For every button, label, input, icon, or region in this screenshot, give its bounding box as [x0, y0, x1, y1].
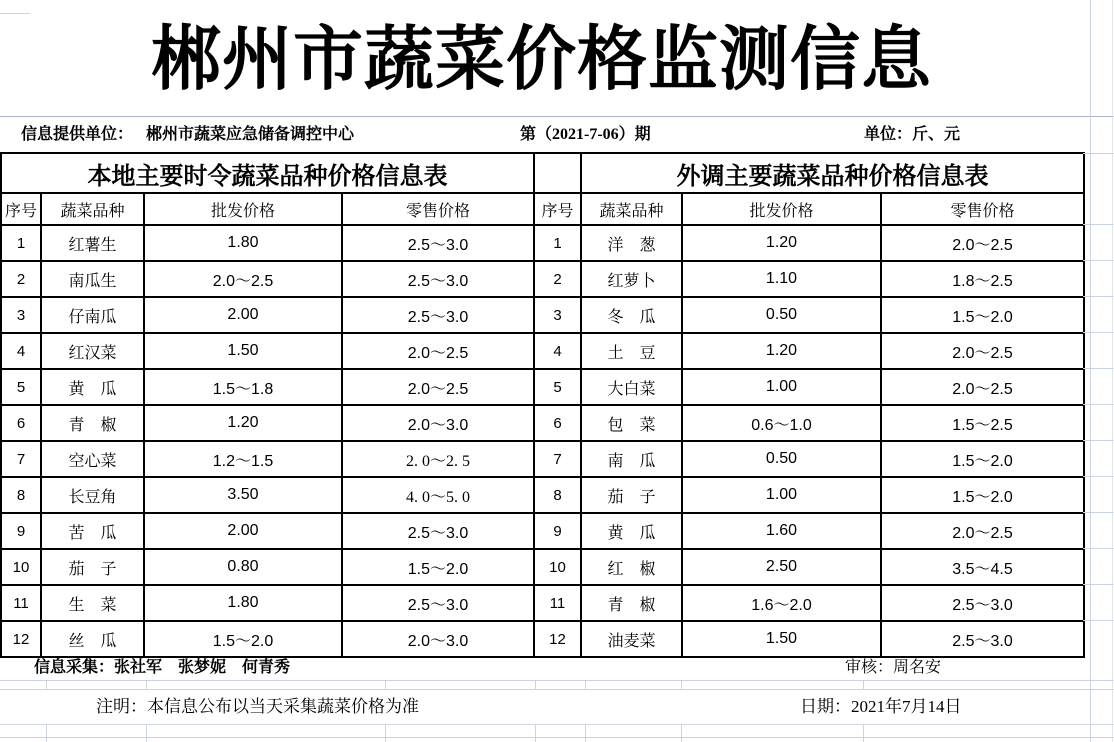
date-text[interactable]: 日期：2021年7月14日 [800, 697, 962, 716]
gridline [0, 724, 1114, 725]
external-seq-header[interactable]: 序号 [534, 193, 581, 225]
local-vegetable-cell[interactable]: 丝 瓜 [41, 621, 144, 657]
local-wholesale-cell[interactable]: 2.00 [144, 297, 342, 333]
local-seq-cell[interactable]: 5 [1, 369, 41, 405]
external-wholesale-header[interactable]: 批发价格 [682, 193, 881, 225]
price-row [1, 513, 1084, 549]
local-vegetable-cell[interactable]: 生 菜 [41, 585, 144, 621]
gridline [1083, 296, 1114, 297]
gridline [585, 680, 586, 689]
external-retail-cell[interactable]: 2.0～2.5 [881, 225, 1084, 261]
section-title-row [1, 153, 1084, 193]
page-title: 郴州市蔬菜价格监测信息 [151, 22, 932, 99]
external-seq-cell[interactable]: 8 [534, 477, 581, 513]
external-retail-cell[interactable]: 1.5～2.0 [881, 441, 1084, 477]
local-wholesale-cell[interactable]: 1.20 [144, 405, 342, 441]
collector-names[interactable]: 信息采集：张社军 张梦妮 何青秀 [34, 659, 291, 676]
gridline [0, 689, 1114, 690]
auditor-name[interactable]: 审核：周名安 [845, 659, 942, 676]
gridline [1083, 404, 1114, 405]
gridline [1090, 0, 1091, 742]
local-retail-cell[interactable]: 2.0～2.5 [342, 333, 534, 369]
gridline [1083, 548, 1114, 549]
external-vegetable-header[interactable]: 蔬菜品种 [581, 193, 682, 225]
gridline [1083, 584, 1114, 585]
external-retail-cell[interactable]: 2.0～2.5 [881, 513, 1084, 549]
external-wholesale-cell[interactable]: 0.50 [682, 441, 881, 477]
external-vegetable-cell[interactable]: 红 椒 [581, 549, 682, 585]
local-seq-cell[interactable]: 12 [1, 621, 41, 657]
gridline [1083, 512, 1114, 513]
external-seq-cell[interactable]: 7 [534, 441, 581, 477]
local-vegetable-cell[interactable]: 长豆角 [41, 477, 144, 513]
external-seq-cell[interactable]: 4 [534, 333, 581, 369]
gridline [1083, 224, 1114, 225]
provider-label[interactable]: 信息提供单位： [21, 126, 134, 143]
external-vegetable-cell[interactable]: 包 菜 [581, 405, 682, 441]
price-row [1, 549, 1084, 585]
local-retail-cell[interactable]: 4. 0～5. 0 [342, 477, 534, 513]
local-retail-cell[interactable]: 1.5～2.0 [342, 549, 534, 585]
external-wholesale-cell[interactable]: 1.20 [682, 333, 881, 369]
external-retail-cell[interactable]: 2.5～3.0 [881, 585, 1084, 621]
local-vegetable-header[interactable]: 蔬菜品种 [41, 193, 144, 225]
provider-value[interactable]: 郴州市蔬菜应急储备调控中心 [146, 126, 355, 143]
gridline [385, 724, 386, 742]
local-retail-cell[interactable]: 2.5～3.0 [342, 225, 534, 261]
external-wholesale-cell[interactable]: 1.60 [682, 513, 881, 549]
price-row [1, 405, 1084, 441]
price-row [1, 261, 1084, 297]
gridline [585, 724, 586, 742]
external-vegetable-cell[interactable]: 青 椒 [581, 585, 682, 621]
local-wholesale-cell[interactable]: 2.00 [144, 513, 342, 549]
gridline [46, 680, 47, 689]
local-wholesale-cell[interactable]: 0.80 [144, 549, 342, 585]
gridline [1083, 440, 1114, 441]
local-vegetable-cell[interactable]: 红薯生 [41, 225, 144, 261]
local-vegetable-cell[interactable]: 黄 瓜 [41, 369, 144, 405]
external-vegetable-cell[interactable]: 黄 瓜 [581, 513, 682, 549]
external-retail-cell[interactable]: 2.5～3.0 [881, 621, 1084, 657]
local-vegetable-cell[interactable]: 南瓜生 [41, 261, 144, 297]
external-wholesale-cell[interactable]: 1.50 [682, 621, 881, 657]
external-seq-cell[interactable]: 3 [534, 297, 581, 333]
spacer-cell[interactable] [534, 153, 581, 193]
local-seq-cell[interactable]: 1 [1, 225, 41, 261]
gridline [1083, 260, 1114, 261]
price-row [1, 225, 1084, 261]
gridline [1083, 153, 1114, 154]
gridline [0, 116, 1114, 117]
local-wholesale-cell[interactable]: 1.80 [144, 585, 342, 621]
price-row [1, 585, 1084, 621]
gridline [1112, 0, 1113, 742]
external-vegetable-cell[interactable]: 冬 瓜 [581, 297, 682, 333]
external-retail-cell[interactable]: 2.0～2.5 [881, 333, 1084, 369]
local-vegetable-cell[interactable]: 青 椒 [41, 405, 144, 441]
external-seq-cell[interactable]: 6 [534, 405, 581, 441]
local-seq-cell[interactable]: 6 [1, 405, 41, 441]
local-retail-cell[interactable]: 2.0～2.5 [342, 369, 534, 405]
note-text[interactable]: 注明：本信息公布以当天采集蔬菜价格为准 [96, 697, 419, 716]
price-rows [1, 225, 1084, 657]
local-wholesale-cell[interactable]: 1.5～1.8 [144, 369, 342, 405]
external-wholesale-cell[interactable]: 2.50 [682, 549, 881, 585]
local-retail-cell[interactable]: 2.5～3.0 [342, 297, 534, 333]
external-wholesale-cell[interactable]: 0.6～1.0 [682, 405, 881, 441]
external-vegetable-cell[interactable]: 红萝卜 [581, 261, 682, 297]
local-seq-cell[interactable]: 4 [1, 333, 41, 369]
external-retail-cell[interactable]: 1.8～2.5 [881, 261, 1084, 297]
local-seq-cell[interactable]: 8 [1, 477, 41, 513]
external-seq-cell[interactable]: 12 [534, 621, 581, 657]
gridline [1083, 476, 1114, 477]
local-vegetable-cell[interactable]: 空心菜 [41, 441, 144, 477]
external-seq-cell[interactable]: 11 [534, 585, 581, 621]
external-table-title[interactable]: 外调主要蔬菜品种价格信息表 [581, 153, 1084, 193]
local-wholesale-cell[interactable]: 1.5～2.0 [144, 621, 342, 657]
local-seq-cell[interactable]: 7 [1, 441, 41, 477]
external-seq-cell[interactable]: 9 [534, 513, 581, 549]
external-seq-cell[interactable]: 2 [534, 261, 581, 297]
local-vegetable-cell[interactable]: 苦 瓜 [41, 513, 144, 549]
gridline [146, 680, 147, 689]
external-seq-cell[interactable]: 5 [534, 369, 581, 405]
local-seq-cell[interactable]: 3 [1, 297, 41, 333]
gridline [146, 724, 147, 742]
local-wholesale-header[interactable]: 批发价格 [144, 193, 342, 225]
external-vegetable-cell[interactable]: 大白菜 [581, 369, 682, 405]
local-seq-header[interactable]: 序号 [1, 193, 41, 225]
local-seq-cell[interactable]: 11 [1, 585, 41, 621]
gridline [0, 737, 1114, 738]
external-vegetable-cell[interactable]: 土 豆 [581, 333, 682, 369]
external-wholesale-cell[interactable]: 1.10 [682, 261, 881, 297]
external-vegetable-cell[interactable]: 油麦菜 [581, 621, 682, 657]
gridline [46, 724, 47, 742]
external-wholesale-cell[interactable]: 1.00 [682, 369, 881, 405]
gridline [681, 680, 682, 689]
price-row [1, 297, 1084, 333]
local-wholesale-cell[interactable]: 1.80 [144, 225, 342, 261]
local-seq-cell[interactable]: 10 [1, 549, 41, 585]
external-retail-cell[interactable]: 1.5～2.0 [881, 297, 1084, 333]
price-row [1, 441, 1084, 477]
gridline [385, 680, 386, 689]
external-seq-cell[interactable]: 1 [534, 225, 581, 261]
local-wholesale-cell[interactable]: 2.0～2.5 [144, 261, 342, 297]
local-vegetable-cell[interactable]: 仔南瓜 [41, 297, 144, 333]
local-table-title[interactable]: 本地主要时令蔬菜品种价格信息表 [1, 153, 534, 193]
external-retail-header[interactable]: 零售价格 [881, 193, 1084, 225]
local-retail-cell[interactable]: 2.0～3.0 [342, 405, 534, 441]
external-vegetable-cell[interactable]: 茄 子 [581, 477, 682, 513]
gridline [863, 680, 864, 689]
column-header-row [1, 193, 1084, 225]
local-retail-header[interactable]: 零售价格 [342, 193, 534, 225]
local-wholesale-cell[interactable]: 1.50 [144, 333, 342, 369]
external-seq-cell[interactable]: 10 [534, 549, 581, 585]
gridline [1083, 620, 1114, 621]
local-retail-cell[interactable]: 2.5～3.0 [342, 513, 534, 549]
external-vegetable-cell[interactable]: 洋 葱 [581, 225, 682, 261]
local-wholesale-cell[interactable]: 1.2～1.5 [144, 441, 342, 477]
local-vegetable-cell[interactable]: 茄 子 [41, 549, 144, 585]
local-vegetable-cell[interactable]: 红汉菜 [41, 333, 144, 369]
price-table [0, 152, 1085, 658]
external-wholesale-cell[interactable]: 1.6～2.0 [682, 585, 881, 621]
price-row [1, 621, 1084, 657]
price-row [1, 477, 1084, 513]
external-retail-cell[interactable]: 2.0～2.5 [881, 369, 1084, 405]
local-seq-cell[interactable]: 2 [1, 261, 41, 297]
local-seq-cell[interactable]: 9 [1, 513, 41, 549]
external-wholesale-cell[interactable]: 1.20 [682, 225, 881, 261]
external-retail-cell[interactable]: 1.5～2.5 [881, 405, 1084, 441]
price-row [1, 369, 1084, 405]
external-vegetable-cell[interactable]: 南 瓜 [581, 441, 682, 477]
issue-number[interactable]: 第（2021-7-06）期 [520, 126, 651, 143]
external-wholesale-cell[interactable]: 0.50 [682, 297, 881, 333]
gridline [1083, 332, 1114, 333]
external-retail-cell[interactable]: 3.5～4.5 [881, 549, 1084, 585]
gridline [863, 724, 864, 742]
external-retail-cell[interactable]: 1.5～2.0 [881, 477, 1084, 513]
unit-label[interactable]: 单位：斤、元 [864, 126, 961, 143]
local-retail-cell[interactable]: 2.0～3.0 [342, 621, 534, 657]
local-retail-cell[interactable]: 2.5～3.0 [342, 261, 534, 297]
local-wholesale-cell[interactable]: 3.50 [144, 477, 342, 513]
gridline [0, 13, 30, 14]
gridline [0, 680, 1114, 681]
gridline [535, 680, 536, 689]
gridline [535, 724, 536, 742]
price-row [1, 333, 1084, 369]
external-wholesale-cell[interactable]: 1.00 [682, 477, 881, 513]
local-retail-cell[interactable]: 2. 0～2. 5 [342, 441, 534, 477]
gridline [681, 724, 682, 742]
gridline [1083, 368, 1114, 369]
local-retail-cell[interactable]: 2.5～3.0 [342, 585, 534, 621]
